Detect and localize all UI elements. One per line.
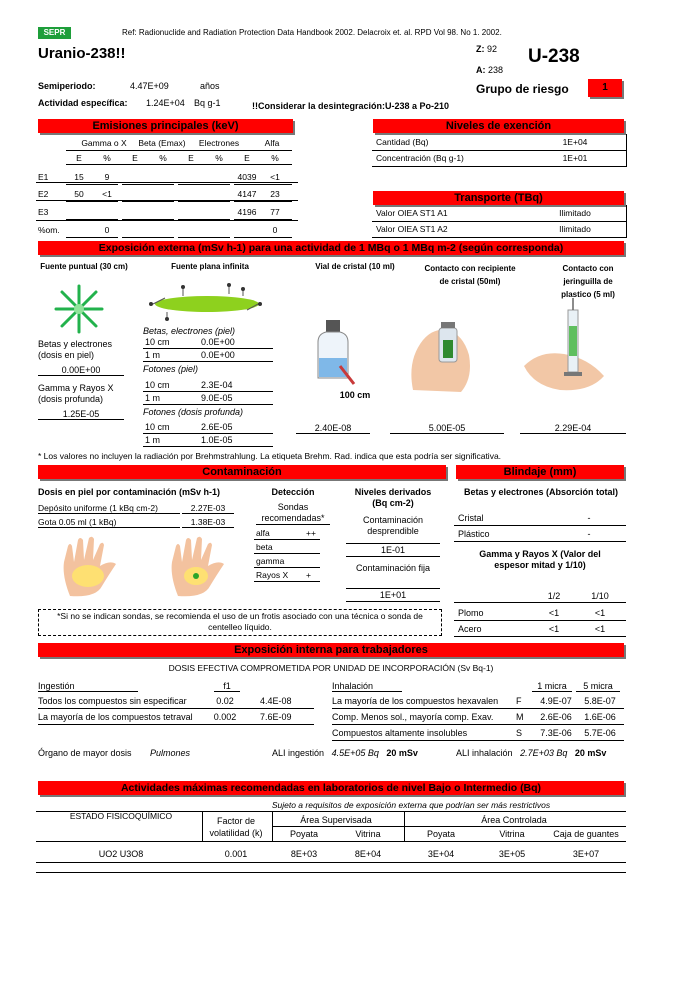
transporte-table — [372, 205, 626, 237]
actividades-estado: UO2 U3O8 — [98, 849, 144, 859]
inhalacion-row-label: La mayoría de los compuestos hexavalen — [332, 696, 499, 706]
emisiones-col-group: Alfa — [264, 138, 280, 148]
micra1-label: 1 micra — [532, 681, 572, 692]
rule-line — [143, 433, 273, 434]
sondas-note: *Si no se indican sondas, se recomienda el uso de un frotis asociado con una técnica o sonda de centelleo líquido. — [38, 609, 442, 636]
blindaje-gamma-v2: <1 — [594, 624, 606, 634]
emisiones-row-label: %om. — [38, 225, 60, 235]
emisiones-sub-header: % — [271, 153, 279, 163]
col-fuente-puntual: Fuente puntual (30 cm) — [40, 262, 128, 271]
rule-line-vertical — [272, 811, 273, 841]
rule-line — [66, 164, 292, 165]
ingestion-row-label: La mayoría de los compuestos tetraval — [38, 712, 193, 722]
page-title: Uranio-238!! — [38, 45, 126, 62]
transporte-header: Transporte (TBq) — [373, 191, 624, 205]
actividades-sub-header: Vitrina — [499, 829, 525, 839]
col-fuente-plana: Fuente plana infinita — [171, 262, 249, 271]
rule-line — [372, 221, 626, 222]
deteccion-title: Detección — [271, 487, 315, 497]
inhalacion-type: S — [516, 728, 523, 738]
emisiones-cell: 4147 — [237, 189, 257, 199]
actividades-sub-header: Caja de guantes — [553, 829, 619, 839]
sepr-logo: SEPR — [38, 27, 71, 39]
fija-value: 1E+01 — [346, 588, 440, 602]
blindaje-header: Blindaje (mm) — [456, 465, 624, 479]
plana-fotones-title: Fotones (piel) — [143, 364, 199, 374]
actividades-header: Actividades máximas recomendadas en laboratorios de nivel Bajo o Intermedio (Bq) — [38, 781, 624, 795]
grupo-riesgo-label: Grupo de riesgo — [476, 82, 569, 96]
inhalacion-v1: 4.9E-07 — [540, 696, 572, 706]
inhalacion-type: M — [516, 712, 524, 722]
sonda-value: + — [306, 570, 311, 580]
rule-line — [143, 391, 273, 392]
rule-line — [122, 237, 174, 238]
deposito-label: Depósito uniforme (1 kBq cm-2) — [38, 503, 180, 514]
area-supervisada-label: Área Supervisada — [300, 815, 372, 825]
inhalacion-label: Inhalación — [332, 681, 402, 692]
emisiones-cell: 50 — [74, 189, 84, 199]
rule-line — [122, 201, 174, 202]
vial-value: 2.40E-08 — [296, 423, 370, 434]
emisiones-col-group: Gamma o X — [81, 138, 127, 148]
gamma-rayos-label: Gamma y Rayos X (dosis profunda) — [38, 383, 114, 404]
rule-line — [66, 150, 292, 151]
blindaje-betas-label: Plástico — [458, 529, 490, 539]
actividades-value: 3E+04 — [427, 849, 455, 859]
actividades-value: 8E+03 — [290, 849, 318, 859]
emisiones-cell: 0 — [104, 225, 110, 235]
interna-header: Exposición interna para trabajadores — [38, 643, 624, 657]
actividad-unit: Bq g-1 — [194, 98, 221, 108]
rule-line — [36, 862, 626, 863]
rule-line — [254, 553, 320, 554]
rule-line — [272, 826, 626, 827]
sonda-value: ++ — [306, 528, 316, 538]
plana-profunda-title: Fotones (dosis profunda) — [143, 407, 244, 417]
interna-subtitle: DOSIS EFECTIVA COMPROMETIDA POR UNIDAD DE INCORPORACIÓN (Sv Bq-1) — [168, 663, 494, 673]
rule-line — [178, 201, 230, 202]
ali-ingestion: ALI ingestión 4.5E+05 Bq 20 mSv — [272, 748, 418, 758]
sonda-name: Rayos X — [256, 570, 289, 580]
rule-line — [372, 150, 626, 151]
hand-container-icon — [403, 300, 483, 400]
emisiones-sub-header: E — [244, 153, 250, 163]
rule-line — [143, 361, 273, 362]
actividades-factor: 0.001 — [224, 849, 248, 859]
emisiones-cell: <1 — [270, 172, 280, 182]
actividades-value: 3E+07 — [572, 849, 600, 859]
rule-line — [122, 184, 174, 185]
rule-line — [143, 446, 273, 447]
sujeto-text: Sujeto a requisitos de exposición externa que podrían ser más restrictivos — [271, 800, 551, 810]
plana-value: 0.0E+00 — [201, 350, 235, 360]
blindaje-betas-value: - — [587, 513, 591, 523]
ali-inhalacion: ALI inhalación 2.7E+03 Bq 20 mSv — [456, 748, 607, 758]
actividades-sub-header: Poyata — [289, 829, 319, 839]
rule-line — [178, 237, 230, 238]
exencion-row-value: 1E+04 — [562, 137, 588, 147]
desprendible-value: 1E-01 — [346, 543, 440, 557]
contaminacion-header: Contaminación — [38, 465, 446, 479]
rule-line — [254, 581, 320, 582]
rule-line — [143, 404, 273, 405]
gamma-rayos-value: 1.25E-05 — [38, 409, 124, 420]
rule-line — [454, 541, 626, 542]
element-symbol: U-238 — [528, 46, 580, 67]
rule-line — [454, 620, 626, 621]
transporte-row-value: Ilimitado — [559, 208, 591, 218]
ingestion-row-label: Todos los compuestos sin especificar — [38, 696, 187, 706]
ingestion-label: Ingestión — [38, 681, 138, 692]
emisiones-sub-header: E — [132, 153, 138, 163]
col-contacto-recipiente: Contacto con recipiente de cristal (50ml) — [424, 264, 516, 286]
rule-line — [66, 201, 118, 202]
inhalacion-v1: 2.6E-06 — [540, 712, 572, 722]
rule-line — [36, 872, 626, 873]
deposito-value: 2.27E-03 — [182, 503, 234, 514]
ingestion-value: 7.6E-09 — [260, 712, 292, 722]
vial-icon — [310, 318, 362, 388]
rule-line — [332, 724, 624, 725]
emisiones-table — [36, 134, 298, 246]
emisiones-cell: 0 — [272, 225, 278, 235]
exencion-row-label: Concentración (Bq g-1) — [376, 153, 464, 163]
actividades-sub-header: Vitrina — [355, 829, 381, 839]
exposicion-footnote: * Los valores no incluyen la radiación por Brehmstrahlung. La etiqueta Brehm. Rad. indica que esta podría ser significativa. — [38, 451, 502, 461]
rule-line — [254, 539, 320, 540]
emisiones-col-group: Beta (Emax) — [138, 138, 186, 148]
inhalacion-v1: 7.3E-06 — [540, 728, 572, 738]
plana-value: 2.6E-05 — [201, 422, 233, 432]
a-label: A: 238 — [476, 65, 504, 75]
semiperiodo-label: Semiperiodo: — [38, 81, 96, 91]
plana-distance: 1 m — [145, 393, 161, 403]
plana-value: 0.0E+00 — [201, 337, 235, 347]
jeringa-value: 2.29E-04 — [520, 423, 626, 434]
transporte-row-label: Valor OIEA ST1 A1 — [376, 208, 448, 218]
rule-line-vertical — [626, 205, 627, 238]
area-controlada-label: Área Controlada — [481, 815, 547, 825]
niveles-title: Niveles derivados (Bq cm-2) — [354, 487, 432, 508]
exencion-row-label: Cantidad (Bq) — [376, 137, 429, 147]
emisiones-sub-header: E — [76, 153, 82, 163]
desintegracion-note: !!Considerar la desintegración:U-238 a Po-210 — [252, 101, 450, 111]
rule-line — [454, 636, 626, 637]
rule-line-vertical — [404, 811, 405, 841]
actividad-label: Actividad específica: — [38, 98, 128, 108]
transporte-row-value: Ilimitado — [559, 224, 591, 234]
rule-line — [372, 237, 626, 238]
z-label: Z: 92 — [476, 44, 498, 54]
blindaje-betas-value: - — [587, 529, 591, 539]
blindaje-gamma-header: 1/10 — [591, 591, 609, 601]
emisiones-cell: 4196 — [237, 207, 257, 217]
emisiones-cell: 15 — [74, 172, 84, 182]
blindaje-gamma-v1: <1 — [548, 624, 560, 634]
dosis-piel-title: Dosis en piel por contaminación (mSv h-1) — [38, 487, 221, 497]
f1-label: f1 — [214, 681, 240, 692]
estado-label: ESTADO FISICOQUÍMICO — [69, 811, 173, 821]
radiation-star-icon — [48, 280, 110, 338]
contaminated-hand-icon — [56, 536, 124, 602]
exencion-row-value: 1E+01 — [562, 153, 588, 163]
ingestion-f1: 0.02 — [216, 696, 234, 706]
plana-value: 2.3E-04 — [201, 380, 233, 390]
sondas-label: Sondas recomendadas* — [256, 502, 330, 525]
inhalacion-row-label: Compuestos altamente insolubles — [332, 728, 468, 738]
rule-line — [38, 708, 314, 709]
rule-line — [234, 184, 292, 185]
rule-line — [36, 220, 298, 221]
plana-distance: 10 cm — [145, 380, 170, 390]
fija-label: Contaminación fija — [355, 563, 431, 573]
rule-line — [332, 740, 624, 741]
rule-line — [454, 525, 626, 526]
sonda-name: gamma — [256, 556, 285, 566]
desprendible-label: Contaminación desprendible — [362, 515, 424, 536]
reference-text: Ref: Radionuclide and Radiation Protection Data Handbook 2002. Delacroix et. al. RPD Vol 98. No 1. 2002. — [122, 28, 502, 37]
rule-line — [38, 724, 314, 725]
rule-line-vertical — [626, 134, 627, 167]
hand-syringe-icon — [520, 296, 612, 396]
inhalacion-v5: 5.8E-07 — [584, 696, 616, 706]
rule-line — [66, 237, 118, 238]
emisiones-cell: 77 — [270, 207, 280, 217]
emisiones-row-label: E1 — [38, 172, 49, 182]
sonda-name: alfa — [256, 528, 270, 538]
actividades-table — [36, 811, 626, 873]
emisiones-cell: 4039 — [237, 172, 257, 182]
col-contacto-jeringa: Contacto con jeringuilla de plastico (5 ml) — [561, 264, 615, 299]
organo-value: Pulmones — [150, 748, 191, 758]
inhalacion-v5: 1.6E-06 — [584, 712, 616, 722]
exencion-table — [372, 134, 626, 170]
rule-line — [254, 567, 320, 568]
inhalacion-v5: 5.7E-06 — [584, 728, 616, 738]
sonda-name: beta — [256, 542, 273, 552]
emisiones-sub-header: % — [215, 153, 223, 163]
blindaje-gamma-label: Plomo — [458, 608, 484, 618]
rule-line — [36, 841, 626, 842]
plana-value: 1.0E-05 — [201, 435, 233, 445]
emisiones-row-label: E2 — [38, 189, 49, 199]
exposicion-header: Exposición externa (mSv h-1) para una actividad de 1 MBq o 1 MBq m-2 (según corresponda) — [38, 241, 624, 255]
rule-line — [143, 348, 273, 349]
factor-label: Factor de volatilidad (k) — [209, 816, 263, 838]
blindaje-gamma-v2: <1 — [594, 608, 606, 618]
rule-line — [36, 200, 298, 201]
plana-betas-title: Betas, electrones (piel) — [143, 326, 236, 336]
emisiones-sub-header: E — [188, 153, 194, 163]
emisiones-sub-header: % — [159, 153, 167, 163]
rule-line — [332, 708, 624, 709]
contaminated-drop-hand-icon — [164, 536, 232, 602]
actividades-value: 3E+05 — [498, 849, 526, 859]
rule-line-vertical — [202, 811, 203, 841]
plana-distance: 10 cm — [145, 337, 170, 347]
emisiones-header: Emisiones principales (keV) — [38, 119, 293, 133]
emisiones-cell: 9 — [104, 172, 110, 182]
inhalacion-type: F — [516, 696, 522, 706]
gota-value: 1.38E-03 — [182, 517, 234, 528]
emisiones-col-group: Electrones — [198, 138, 240, 148]
blindaje-gamma-title: Gamma y Rayos X (Valor del espesor mitad y 1/10) — [479, 549, 601, 570]
ingestion-value: 4.4E-08 — [260, 696, 292, 706]
plana-distance: 10 cm — [145, 422, 170, 432]
actividad-value: 1.24E+04 — [146, 98, 185, 108]
inhalacion-row-label: Comp. Menos sol., mayoría comp. Exav. — [332, 712, 494, 722]
emisiones-cell: <1 — [102, 189, 112, 199]
rule-line — [66, 184, 118, 185]
exencion-header: Niveles de exención — [373, 119, 624, 133]
micra5-label: 5 micra — [576, 681, 620, 692]
blindaje-betas-label: Cristal — [458, 513, 484, 523]
rule-line — [36, 182, 298, 183]
emisiones-cell: 23 — [270, 189, 280, 199]
rule-line — [234, 201, 292, 202]
betas-electrones-value: 0.00E+00 — [38, 365, 124, 376]
betas-electrones-label: Betas y electrones (dosis en piel) — [38, 339, 113, 360]
emisiones-row-label: E3 — [38, 207, 49, 217]
plane-source-icon — [143, 282, 273, 322]
rule-line — [234, 237, 292, 238]
plana-distance: 1 m — [145, 435, 161, 445]
blindaje-gamma-v1: <1 — [548, 608, 560, 618]
semiperiodo-unit: años — [200, 81, 220, 91]
semiperiodo-value: 4.47E+09 — [130, 81, 169, 91]
grupo-riesgo-badge: 1 — [588, 79, 622, 97]
gota-label: Gota 0.05 ml (1 kBq) — [38, 517, 180, 528]
blindaje-betas-title: Betas y electrones (Absorción total) — [463, 487, 619, 497]
rule-line — [454, 602, 626, 603]
emisiones-sub-header: % — [103, 153, 111, 163]
actividades-value: 8E+04 — [354, 849, 382, 859]
rule-line — [178, 184, 230, 185]
plana-distance: 1 m — [145, 350, 161, 360]
rule-line — [372, 166, 626, 167]
vial-distance: 100 cm — [339, 390, 371, 400]
blindaje-gamma-header: 1/2 — [547, 591, 561, 601]
organo-label: Órgano de mayor dosis — [38, 748, 132, 758]
recipiente-value: 5.00E-05 — [390, 423, 504, 434]
col-vial: Vial de cristal (10 ml) — [315, 262, 395, 271]
actividades-sub-header: Poyata — [426, 829, 456, 839]
blindaje-gamma-label: Acero — [458, 624, 482, 634]
transporte-row-label: Valor OIEA ST1 A2 — [376, 224, 448, 234]
plana-value: 9.0E-05 — [201, 393, 233, 403]
ingestion-f1: 0.002 — [213, 712, 237, 722]
